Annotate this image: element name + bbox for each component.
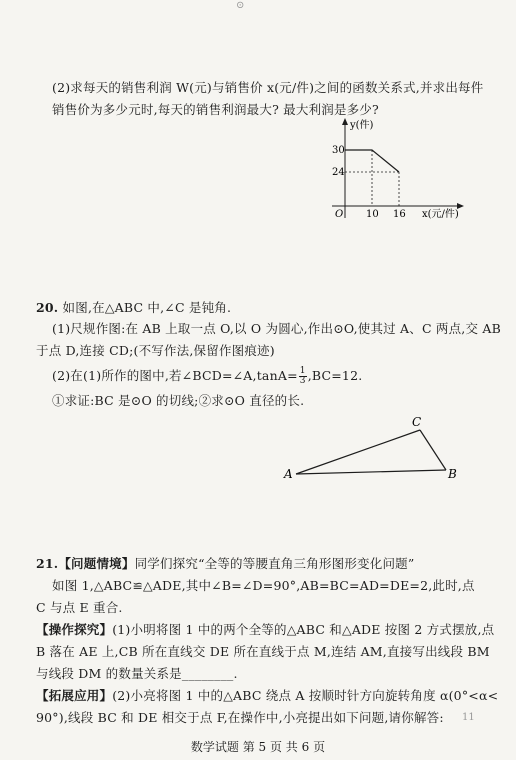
q20-stem-text: 如图,在△ABC 中,∠C 是钝角.: [62, 300, 232, 315]
page-footer: 数学试题 第 5 页 共 6 页: [190, 740, 326, 754]
tick-x16: 16: [393, 209, 406, 220]
vertex-A-label: A: [284, 467, 293, 481]
q21-line1-text: 同学们探究“全等的等腰直角三角形图形变化问题”: [134, 556, 415, 571]
q20-part2-pre: (2)在(1)所作的图中,若∠BCD=∠A,tanA=: [52, 368, 298, 383]
q21-number: 21.: [36, 556, 59, 571]
q21-line8: 90°),线段 BC 和 DE 相交于点 F,在操作中,小亮提出如下问题,请你解答:: [36, 710, 444, 725]
sales-graph: [320, 116, 470, 228]
side-AC: [296, 430, 420, 474]
q21-line3: C 与点 E 重合.: [36, 600, 123, 615]
q20-part2-post: ,BC=12.: [307, 368, 363, 383]
q20-number: 20.: [36, 300, 59, 315]
y-axis-arrow: [342, 118, 348, 125]
q20-part2-line2: ①求证:BC 是⊙O 的切线;②求⊙O 直径的长.: [52, 393, 305, 408]
vertex-C-label: C: [412, 415, 422, 429]
q20-stem: [36, 300, 231, 316]
side-CB: [420, 430, 446, 470]
q21-tag-explore: 【操作探究】: [36, 622, 113, 637]
q21-line6: 与线段 DM 的数量关系是________.: [36, 666, 238, 681]
tick-y24: 24: [332, 167, 345, 178]
q21-line4: [36, 622, 494, 638]
triangle-figure: [280, 414, 470, 484]
tick-y30: 30: [332, 145, 345, 156]
q21-tag-extend: 【拓展应用】: [36, 688, 113, 703]
q21-line7: [36, 688, 498, 704]
fraction-numerator: 1: [299, 366, 306, 376]
function-line: [345, 150, 399, 172]
tan-fraction: [299, 367, 307, 386]
q19-part2-line1: (2)求每天的销售利润 W(元)与销售价 x(元/件)之间的函数关系式,并求出每件: [52, 80, 484, 95]
q21-line2: 如图 1,△ABC≌△ADE,其中∠B=∠D=90°,AB=BC=AD=DE=2,此时,点: [52, 578, 475, 593]
fraction-denominator: 3: [299, 376, 306, 386]
q19-part2-line2: 销售价为多少元时,每天的销售利润最大? 最大利润是多少?: [52, 102, 379, 117]
q20-part1-line2: 于点 D,连接 CD;(不写作法,保留作图痕迹): [36, 343, 275, 358]
q21-tag-situation: 【问题情境】: [58, 556, 135, 571]
vertex-B-label: B: [448, 467, 457, 481]
q20-part2-line1: [52, 367, 362, 386]
q21-line5: B 落在 AE 上,CB 所在直线交 DE 所在直线于点 M,连结 AM,直接写出线段 BM: [36, 644, 490, 659]
side-AB: [296, 470, 446, 474]
scan-mark: ⊙: [236, 0, 245, 11]
q21-line1: [36, 556, 414, 572]
q21-line7-text: (2)小亮将图 1 中的△ABC 绕点 A 按顺时针方向旋转角度 α(0°<α<: [112, 688, 499, 703]
origin-label: O: [335, 209, 344, 220]
q21-line4-text: (1)小明将图 1 中的两个全等的△ABC 和△ADE 按图 2 方式摆放,点: [112, 622, 495, 637]
q20-part1-line1: (1)尺规作图:在 AB 上取一点 O,以 O 为圆心,作出⊙O,使其过 A、C 两点,交 AB: [52, 321, 501, 336]
x-axis-label: x(元/件): [422, 209, 459, 220]
tick-x10: 10: [366, 209, 379, 220]
y-axis-label: y(件): [350, 120, 374, 131]
side-mark: 11: [462, 712, 475, 723]
